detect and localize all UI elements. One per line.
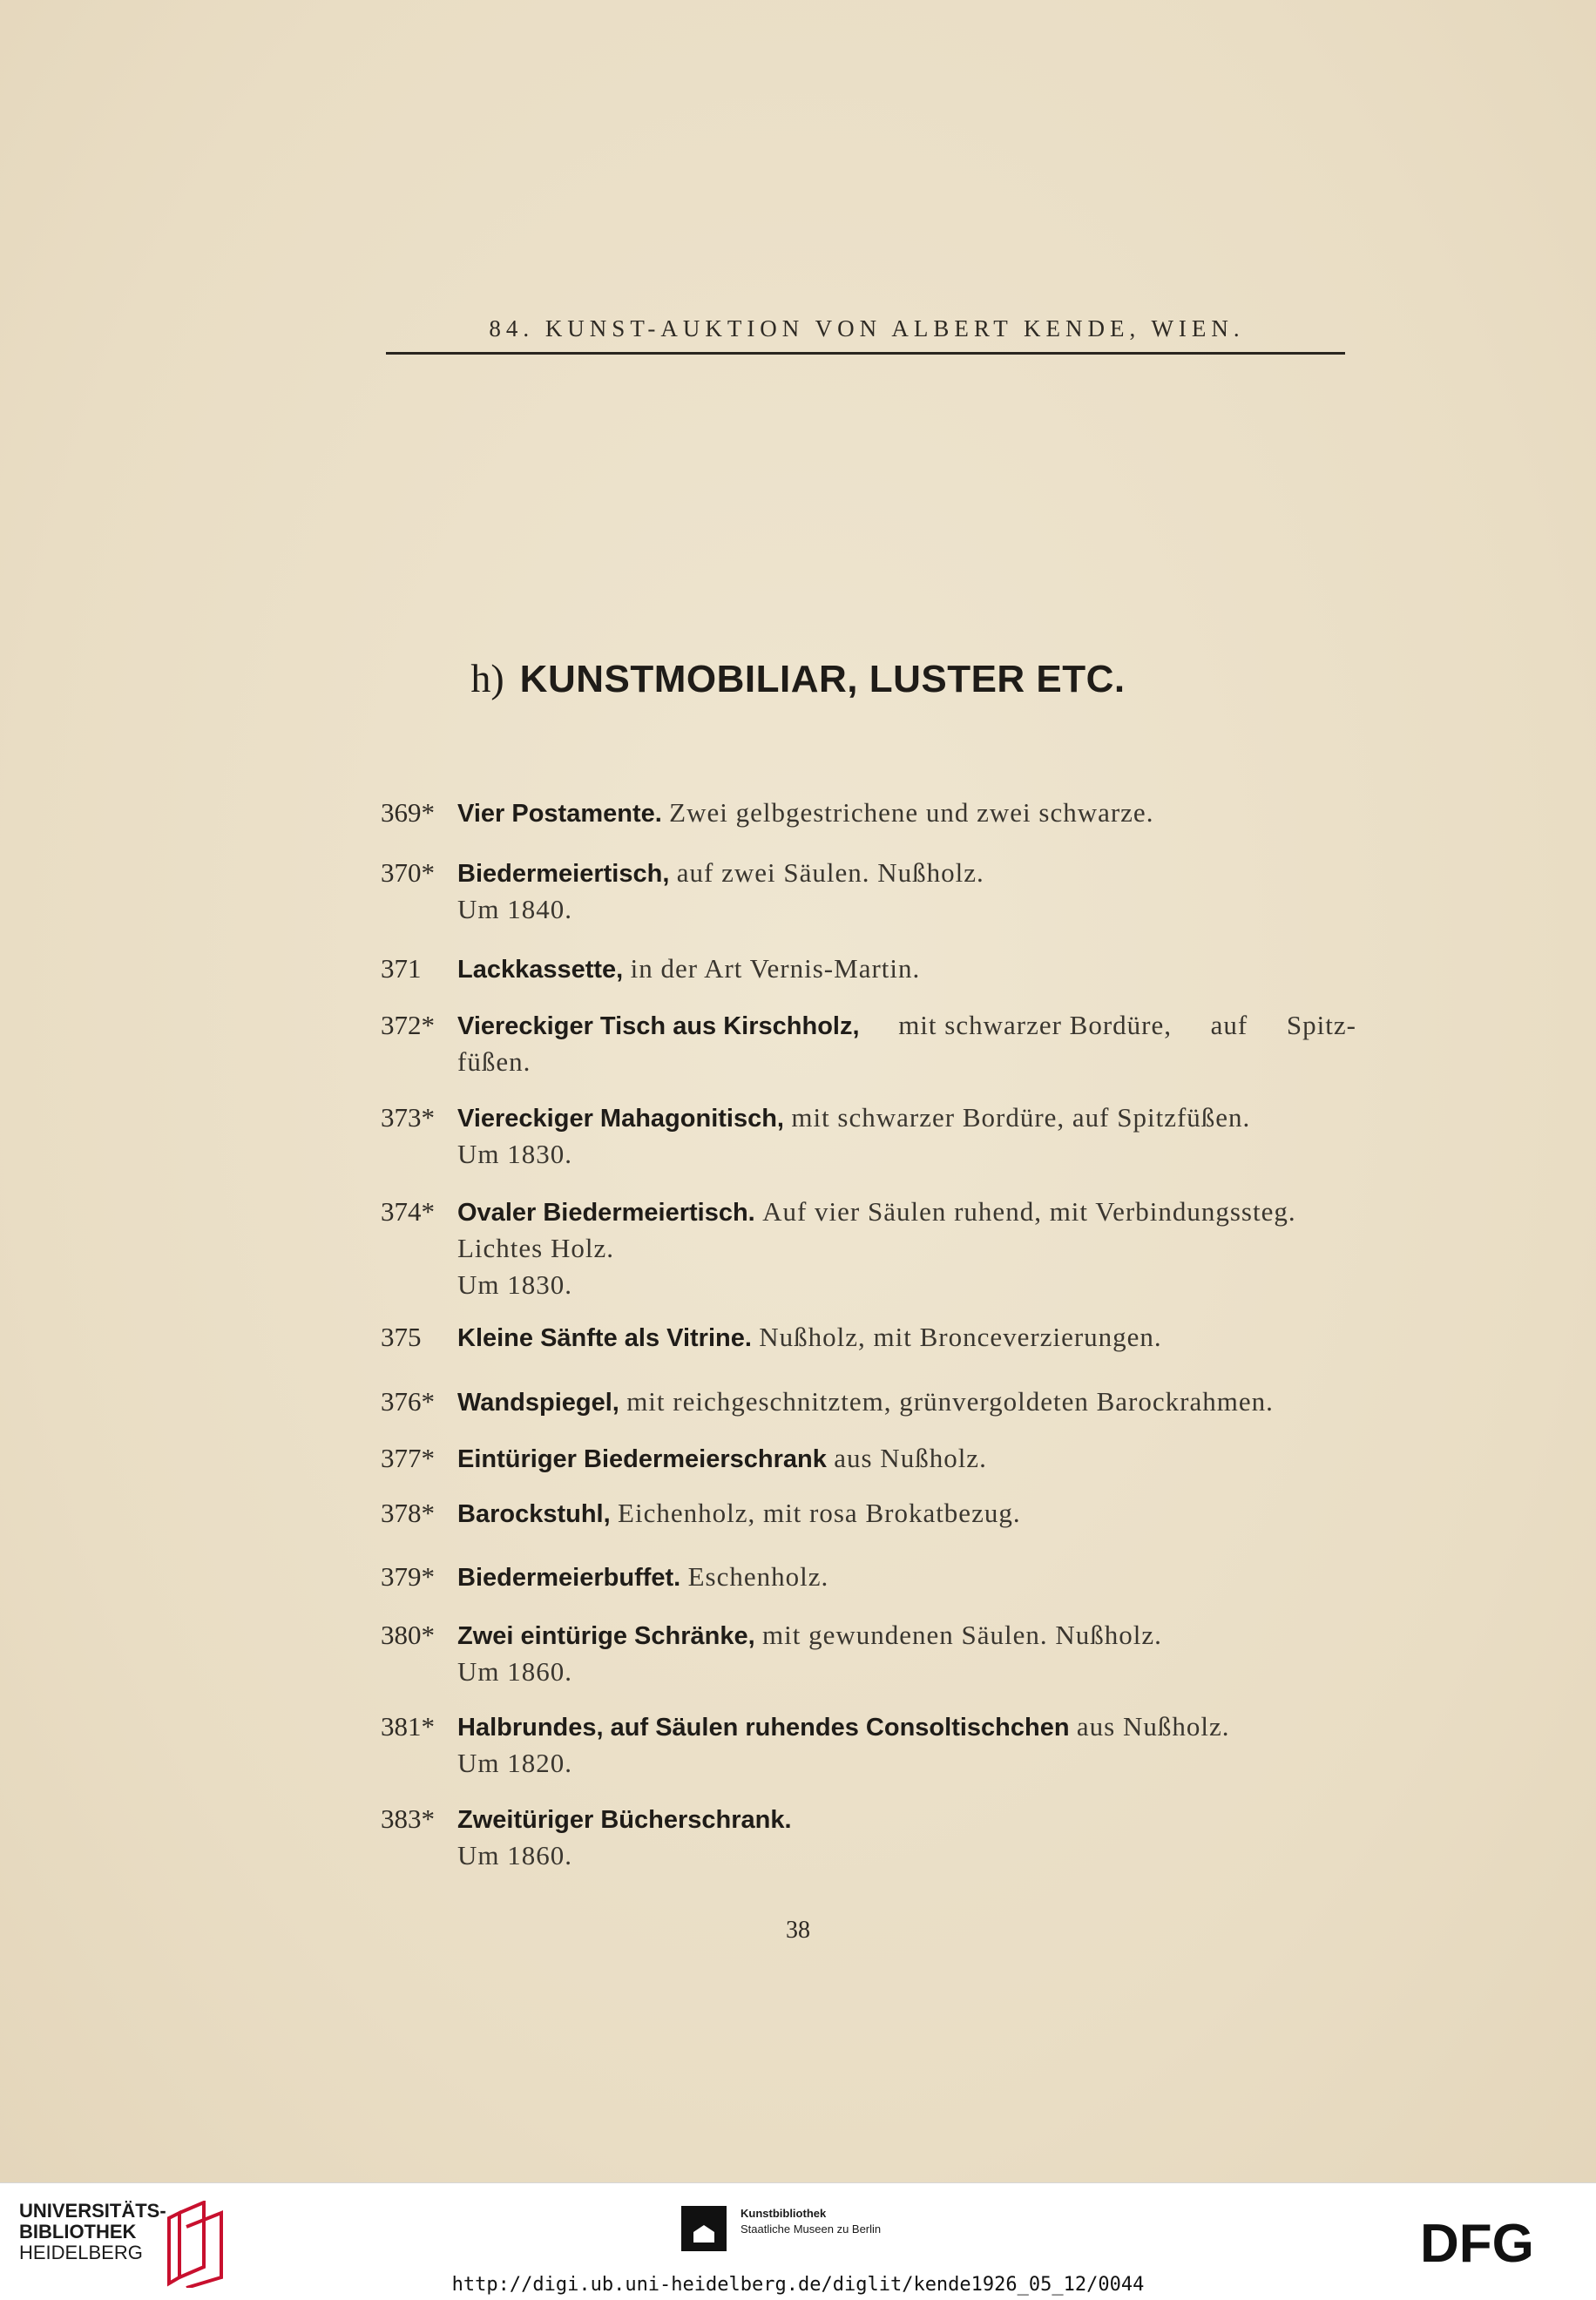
section-title xyxy=(0,655,1596,701)
lot-description: mit gewundenen Säulen. Nußholz. xyxy=(762,1620,1162,1650)
lot-title: Viereckiger Tisch aus Kirschholz, xyxy=(457,1012,860,1040)
catalog-entry-381 xyxy=(381,1708,1356,1782)
catalog-entry-373 xyxy=(381,1099,1356,1173)
lot-number: 380* xyxy=(381,1620,435,1650)
lot-title: Zweitüriger Bücherschrank. xyxy=(457,1806,792,1834)
catalog-entry-375 xyxy=(381,1319,1356,1356)
lot-number: 374* xyxy=(381,1196,435,1227)
kb-line-2: Staatliche Museen zu Berlin xyxy=(741,2222,882,2236)
catalog-entry-377 xyxy=(381,1440,1356,1477)
page-number: 38 xyxy=(786,1917,810,1944)
lot-date: Um 1840. xyxy=(457,894,572,924)
catalog-entry-383 xyxy=(381,1801,1356,1874)
lot-title: Halbrundes, auf Säulen ruhendes Consoltischchen xyxy=(457,1714,1070,1742)
lot-description: Zwei gelbgestrichene und zwei schwarze. xyxy=(669,797,1154,828)
lot-description: Eschenholz. xyxy=(687,1561,829,1592)
lot-number: 381* xyxy=(381,1711,435,1742)
catalog-entry-379 xyxy=(381,1559,1356,1595)
lot-description: Auf vier Säulen ruhend, mit Verbindungssteg. xyxy=(762,1196,1296,1227)
lot-number: 371 xyxy=(381,953,422,984)
kunstbibliothek-emblem-icon xyxy=(680,2204,728,2253)
lot-description-part: mit schwarzer Bordüre, xyxy=(898,1010,1172,1040)
lot-material: Lichtes Holz. xyxy=(457,1233,615,1263)
lot-number: 369* xyxy=(381,797,435,828)
dfg-logo-text: DFG xyxy=(1420,2216,1534,2269)
catalog-entry-378 xyxy=(381,1495,1356,1532)
lot-date: Um 1830. xyxy=(457,1269,572,1300)
lot-number: 372* xyxy=(381,1010,435,1040)
lot-title: Zwei eintürige Schränke, xyxy=(457,1622,755,1650)
ub-line-2: BIBLIOTHEK xyxy=(19,2221,137,2242)
lot-date: Um 1860. xyxy=(457,1656,572,1687)
lot-title: Ovaler Biedermeiertisch. xyxy=(457,1199,755,1227)
catalog-entry-371 xyxy=(381,950,1356,987)
lot-title: Lackkassette, xyxy=(457,956,624,984)
lot-description: in der Art Vernis-Martin. xyxy=(630,953,921,984)
section-letter: h) xyxy=(470,656,504,700)
ub-line-3: HEIDELBERG xyxy=(19,2242,143,2263)
lot-title: Biedermeierbuffet. xyxy=(457,1564,681,1592)
lot-title: Biedermeiertisch, xyxy=(457,860,670,888)
lot-description-part: auf xyxy=(1210,1010,1248,1040)
lot-number: 378* xyxy=(381,1498,435,1528)
lot-title: Eintüriger Biedermeierschrank xyxy=(457,1445,827,1473)
lot-number: 377* xyxy=(381,1443,435,1473)
lot-date: Um 1820. xyxy=(457,1748,572,1778)
kunstbibliothek-logo[interactable] xyxy=(680,2204,882,2257)
catalog-entry-374 xyxy=(381,1194,1356,1303)
lot-description: Eichenholz, mit rosa Brokatbezug. xyxy=(618,1498,1021,1528)
lot-description: aus Nußholz. xyxy=(834,1443,987,1473)
lot-description-part: Spitz- xyxy=(1286,1010,1356,1040)
lot-number: 379* xyxy=(381,1561,435,1592)
catalog-entry-370 xyxy=(381,855,1356,928)
viewer-footer xyxy=(0,2182,1596,2300)
dfg-logo[interactable] xyxy=(1420,2216,1577,2269)
lot-description: mit schwarzer Bordüre, auf Spitzfüßen. xyxy=(791,1102,1251,1133)
lot-number: 370* xyxy=(381,857,435,888)
lot-number: 383* xyxy=(381,1803,435,1834)
lot-number: 373* xyxy=(381,1102,435,1133)
lot-number: 376* xyxy=(381,1386,435,1417)
section-heading: KUNSTMOBILIAR, LUSTER ETC. xyxy=(519,658,1126,700)
ub-line-1: UNIVERSITÄTS- xyxy=(19,2200,166,2222)
lot-description: Nußholz, mit Bronceverzierungen. xyxy=(759,1322,1162,1352)
catalog-entry-369 xyxy=(381,795,1356,831)
lot-title: Wandspiegel, xyxy=(457,1389,619,1417)
lot-description: mit reichgeschnitztem, grünvergoldeten Barockrahmen. xyxy=(626,1386,1274,1417)
lot-date: Um 1860. xyxy=(457,1840,572,1870)
catalog-entry-372 xyxy=(381,1007,1356,1080)
lot-number: 375 xyxy=(381,1322,422,1352)
catalog-entry-376 xyxy=(381,1383,1356,1420)
lot-title: Viereckiger Mahagonitisch, xyxy=(457,1105,784,1133)
running-head: 84. KUNST-AUKTION VON ALBERT KENDE, WIEN. xyxy=(489,315,1245,342)
permalink[interactable]: http://digi.ub.uni-heidelberg.de/diglit/kende1926_05_12/0044 xyxy=(451,2274,1145,2296)
kb-line-1: Kunstbibliothek xyxy=(741,2207,827,2220)
lot-description: aus Nußholz. xyxy=(1076,1711,1230,1742)
lot-description: auf zwei Säulen. Nußholz. xyxy=(676,857,984,888)
lot-title: Vier Postamente. xyxy=(457,800,662,828)
lot-date: Um 1830. xyxy=(457,1139,572,1169)
lot-description-continued: füßen. xyxy=(457,1046,531,1077)
lot-title: Kleine Sänfte als Vitrine. xyxy=(457,1324,752,1352)
lot-title: Barockstuhl, xyxy=(457,1500,611,1528)
header-rule xyxy=(386,352,1345,355)
catalog-entry-380 xyxy=(381,1617,1356,1690)
